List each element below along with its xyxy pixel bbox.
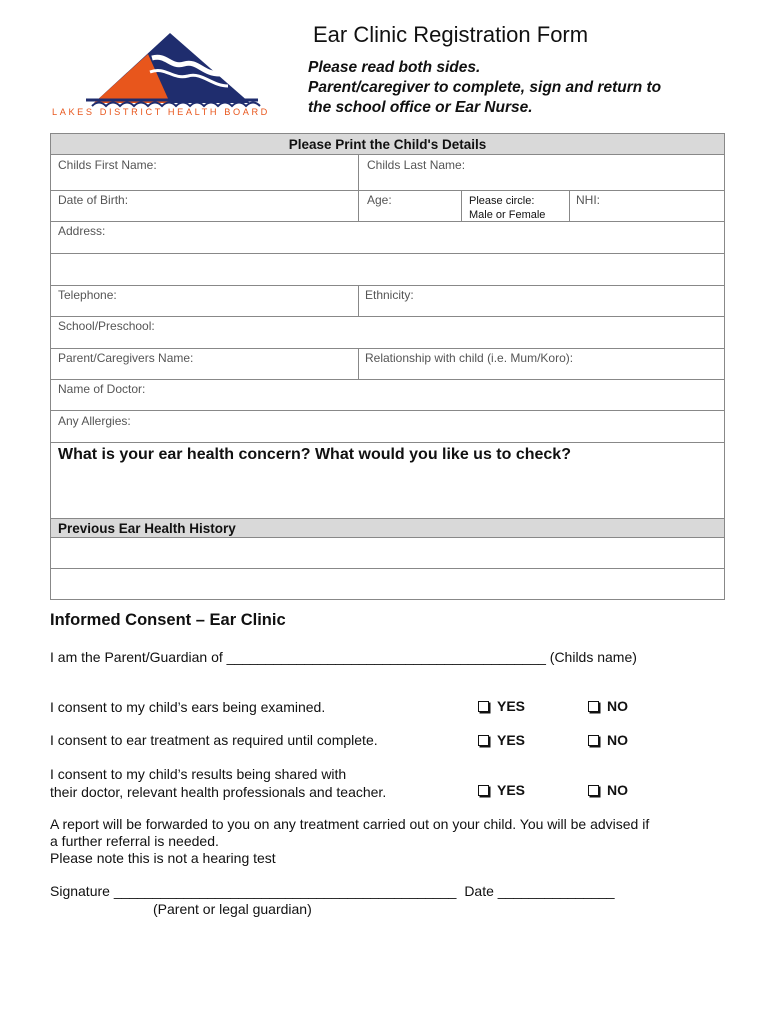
checkbox-icon bbox=[588, 785, 599, 796]
checkbox-icon bbox=[478, 701, 489, 712]
school-field[interactable]: School/Preschool: bbox=[58, 319, 155, 333]
report-line: A report will be forwarded to you on any treatment carried out on your child. You will be advised if bbox=[50, 816, 650, 832]
consent-share-no[interactable] bbox=[588, 782, 628, 798]
consent-treatment-no[interactable] bbox=[588, 732, 628, 748]
consent-exam-yes[interactable] bbox=[478, 698, 525, 714]
logo-mountain-icon bbox=[52, 28, 302, 108]
guardian-prefix: I am the Parent/Guardian of bbox=[50, 649, 223, 665]
address-field[interactable]: Address: bbox=[58, 224, 106, 238]
yes-label: YES bbox=[497, 698, 526, 714]
dob-field[interactable]: Date of Birth: bbox=[58, 193, 129, 207]
no-label: NO bbox=[607, 732, 628, 748]
logo-text: LAKES DISTRICT HEALTH BOARD bbox=[52, 107, 270, 117]
doctor-field[interactable]: Name of Doctor: bbox=[58, 382, 146, 396]
no-label: NO bbox=[607, 698, 628, 714]
checkbox-icon bbox=[588, 735, 599, 746]
ethnicity-field[interactable]: Ethnicity: bbox=[365, 288, 414, 302]
instruction-line: Parent/caregiver to complete, sign and return to bbox=[308, 79, 662, 96]
first-name-field[interactable]: Childs First Name: bbox=[58, 158, 157, 172]
checkbox-icon bbox=[478, 735, 489, 746]
date-label: Date bbox=[464, 883, 494, 899]
consent-share-yes[interactable] bbox=[478, 782, 525, 798]
report-notice bbox=[50, 816, 649, 867]
telephone-field[interactable]: Telephone: bbox=[58, 288, 117, 302]
details-heading: Please Print the Child's Details bbox=[51, 134, 724, 155]
consent-heading: Informed Consent – Ear Clinic bbox=[50, 611, 286, 629]
consent-exam-text: I consent to my child’s ears being examined. bbox=[50, 699, 326, 715]
history-heading: Previous Ear Health History bbox=[51, 518, 724, 538]
consent-treatment-yes[interactable] bbox=[478, 732, 525, 748]
date-blank[interactable]: _______________ bbox=[497, 883, 615, 899]
signature-blank[interactable]: ____________________________________________ bbox=[113, 883, 457, 899]
instruction-line: the school office or Ear Nurse. bbox=[308, 99, 533, 116]
lakes-dhb-logo bbox=[52, 28, 302, 120]
ear-concern-field[interactable]: What is your ear health concern? What would you like us to check? bbox=[58, 446, 571, 463]
consent-exam-no[interactable] bbox=[588, 698, 628, 714]
consent-share-line: I consent to my child’s results being shared with bbox=[50, 766, 347, 782]
checkbox-icon bbox=[478, 785, 489, 796]
gender-options: Male or Female bbox=[469, 209, 546, 221]
report-line: a further referral is needed. bbox=[50, 833, 219, 849]
guardian-blank[interactable]: _________________________________________ bbox=[226, 649, 546, 665]
child-details-form bbox=[50, 133, 725, 600]
signature-caption: (Parent or legal guardian) bbox=[153, 901, 312, 917]
history-row[interactable] bbox=[51, 538, 724, 568]
page-title: Ear Clinic Registration Form bbox=[313, 22, 589, 47]
relationship-field[interactable]: Relationship with child (i.e. Mum/Koro): bbox=[365, 351, 574, 365]
yes-label: YES bbox=[497, 732, 526, 748]
gender-field[interactable] bbox=[469, 194, 545, 222]
gender-label: Please circle: bbox=[469, 195, 535, 207]
hearing-test-note: Please note this is not a hearing test bbox=[50, 850, 276, 866]
consent-share-text bbox=[50, 765, 386, 801]
no-label: NO bbox=[607, 782, 628, 798]
consent-share-line: their doctor, relevant health professionals and teacher. bbox=[50, 784, 387, 800]
signature-label: Signature bbox=[50, 883, 110, 899]
signature-line[interactable] bbox=[50, 883, 615, 899]
parent-name-field[interactable]: Parent/Caregivers Name: bbox=[58, 351, 194, 365]
guardian-line[interactable] bbox=[50, 649, 637, 665]
history-row[interactable] bbox=[51, 569, 724, 599]
last-name-field[interactable]: Childs Last Name: bbox=[367, 158, 466, 172]
instruction-line: Please read both sides. bbox=[308, 59, 481, 76]
checkbox-icon bbox=[588, 701, 599, 712]
guardian-suffix: (Childs name) bbox=[549, 649, 637, 665]
instructions bbox=[308, 58, 661, 118]
allergies-field[interactable]: Any Allergies: bbox=[58, 414, 131, 428]
consent-treatment-text: I consent to ear treatment as required until complete. bbox=[50, 732, 378, 748]
yes-label: YES bbox=[497, 782, 526, 798]
age-field[interactable]: Age: bbox=[367, 193, 392, 207]
nhi-field[interactable]: NHI: bbox=[576, 193, 600, 207]
